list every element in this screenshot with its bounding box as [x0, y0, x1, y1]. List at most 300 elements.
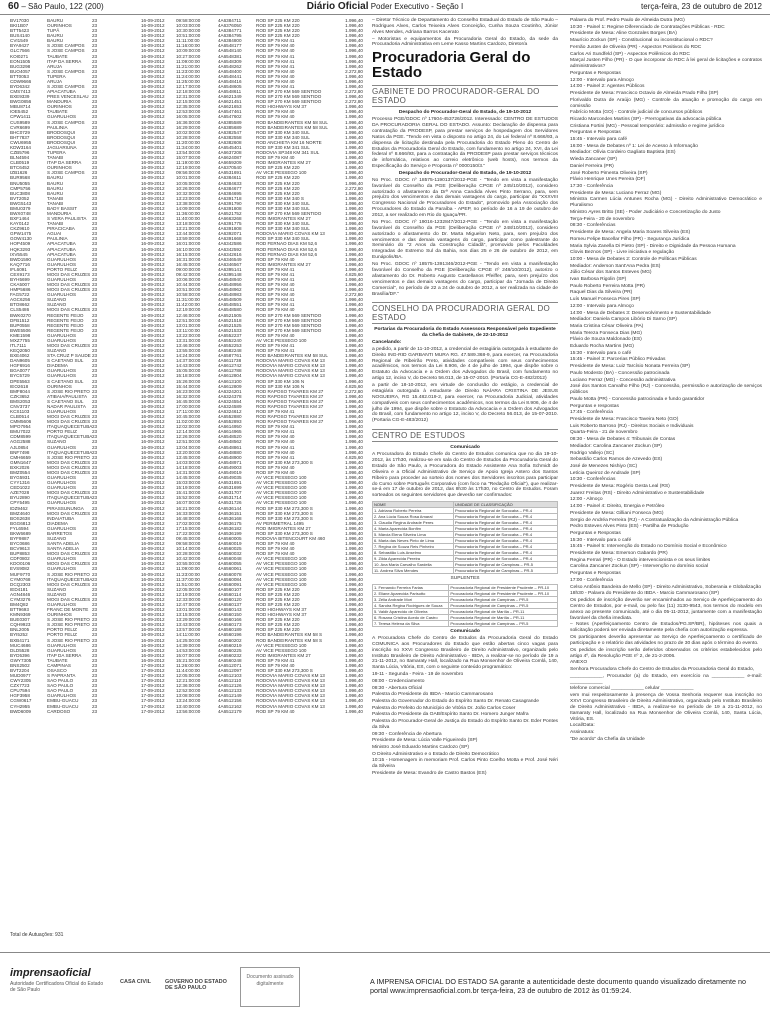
- table-cell: AJL0854: [10, 444, 29, 450]
- table-cell: BTT9693: [10, 607, 29, 613]
- table-cell: 1.996,40: [345, 688, 363, 694]
- table-cell: 11:20:00:00: [176, 139, 200, 145]
- table-cell: 16-09-2012: [141, 627, 165, 633]
- table-cell: CMH6659: [10, 454, 31, 460]
- table-cell: 23: [92, 551, 98, 557]
- table-cell: CVI1549: [10, 38, 28, 44]
- table-cell: 23: [92, 358, 98, 364]
- table-cell: 12:52:00:00: [176, 688, 201, 694]
- table-cell: KMN9369: [10, 612, 31, 618]
- table-cell: 23: [92, 231, 98, 237]
- table-cell: IED4181: [10, 586, 28, 592]
- table-cell: ITAP DA SERRA: [47, 160, 82, 166]
- table-cell: 23: [92, 266, 98, 272]
- table-cell: 16-09-2012: [141, 276, 165, 282]
- table-cell: 16-09-2012: [141, 287, 165, 293]
- table-cell: 16-09-2012: [141, 150, 165, 156]
- table-cell: ROD BANDEIRANTES KM 58 S: [256, 637, 323, 643]
- table-cell: SUZANO: [47, 586, 67, 592]
- table-cell: CUS9589: [10, 119, 30, 125]
- table-cell: 14:43:00:00: [176, 363, 201, 369]
- table-cell: 1.996,40: [345, 368, 363, 374]
- table-cell: AV VICE PESSEGO 100: [256, 480, 307, 486]
- table-cell: 23: [92, 444, 98, 450]
- table-cell: 23: [92, 73, 98, 79]
- table-cell: AV VICE PESSEGO 100: [256, 647, 307, 653]
- programa-item: 17:00 - Conferência: [570, 577, 613, 583]
- imprensa-oficial-logo: imprensaoficial: [10, 967, 91, 979]
- table-cell: ROD RAPOSO TAVARES KM 27: [256, 414, 324, 420]
- table-cell: 23: [92, 490, 98, 496]
- table-cell: 16-09-2012: [141, 566, 165, 572]
- table-cell: 1.996,40: [345, 373, 363, 379]
- table-cell: 16:45:00:00: [176, 261, 201, 267]
- programa-item: 14:00 - Mesa de Debates 3: Desenvolvimento e Sustentabilidade: [570, 310, 711, 316]
- table-cell: CKZ9610: [10, 226, 30, 232]
- table-cell: RODOVIA MARIO COVAS KM 13: [256, 693, 325, 699]
- page-footer: [0, 952, 770, 1025]
- table-cell: 10:32:00:00: [176, 190, 201, 196]
- table-row: [373, 544, 558, 550]
- table-cell: 1.996,40: [345, 175, 363, 181]
- table-cell: BAURU: [47, 175, 64, 181]
- table-cell: 1.996,40: [345, 439, 363, 445]
- table-cell: GUARULHOS: [47, 566, 77, 572]
- programa-list: [372, 672, 558, 777]
- table-cell: 23: [92, 307, 98, 313]
- table-cell: 1.996,40: [345, 490, 363, 496]
- table-cell: CYM0768: [10, 576, 31, 582]
- programa-item: Flávio de Souza Maldonado (ES): [570, 337, 642, 343]
- table-cell: ROD SP 225 KM 220: [256, 180, 300, 186]
- table-cell: 23: [92, 571, 98, 577]
- table-cell: BGA0077: [10, 368, 30, 374]
- table-cell: 10:58:00:00: [176, 292, 201, 298]
- table-cell: 16-09-2012: [141, 155, 165, 161]
- table-cell: Procuradoria Regional de Sorocaba – PR-4: [453, 544, 557, 550]
- table-cell: DCQ2303: [10, 581, 31, 587]
- table-cell: ROD BANDEIRANTES KM 58 SUL: [256, 353, 328, 359]
- table-cell: ROD SP 225 KM 220: [256, 28, 300, 34]
- table-cell: 16-09-2012: [141, 68, 165, 74]
- table-cell: 4A6547602: [218, 114, 242, 120]
- table-cell: Procuradoria Regional de Presidente Prudente – PR-10: [449, 585, 558, 591]
- table-row: [373, 562, 558, 568]
- table-cell: GUARULHOS: [47, 556, 77, 562]
- table-cell: 4A6512110: [218, 678, 242, 684]
- programa-item: 15:45 - Painel 3: Parcerias Público Privadas: [570, 357, 666, 363]
- table-cell: ROD SP 330 KM 340 SUL: [256, 134, 310, 140]
- table-cell: 23: [92, 332, 98, 338]
- intro-text: – Motoristas e equipamentos da Procuradoria Geral do Estado, da sede da Procuradoria Administrativa em Leme Kasso Martins Cardozo, Diretor/a: [372, 36, 558, 48]
- table-cell: GUARULHOS: [47, 485, 77, 491]
- table-cell: CWU6955: [10, 139, 32, 145]
- table-cell: 15:26:00:00: [176, 378, 201, 384]
- table-cell: MOGI DAS CRUZES: [47, 490, 91, 496]
- table-row: [373, 556, 558, 562]
- programa-item: Raquel Dias da Silveira (PR): [570, 290, 633, 296]
- table-cell: GUARULHOS: [47, 409, 77, 415]
- table-cell: BUO4057: [10, 68, 31, 74]
- table-cell: SUZANO: [47, 439, 67, 445]
- table-cell: ROD SP 270 KM 569 SENTIDO: [256, 317, 322, 323]
- table-cell: 16-09-2012: [141, 48, 165, 54]
- table-cell: 23: [92, 261, 98, 267]
- table-cell: ROD BANDEIRANTES KM 58 SUL: [256, 119, 328, 125]
- table-cell: KAY0142: [10, 221, 30, 227]
- table-cell: PORTO FELIZ: [47, 266, 77, 272]
- table-cell: 10:45:00:00: [176, 414, 201, 420]
- table-cell: AV VICE PESSEGO 100: [256, 576, 307, 582]
- table-cell: ROD BANDEIRANTES KM 58 SUL: [256, 124, 328, 130]
- table-cell: 16-09-2012: [141, 170, 165, 176]
- programa-item: – Notes (Aperfeiçoamento Centro de Estudos/PG.SP/BR), hipóteses nos quais a solicitação poderá ser enviada diretamente pela chefia com autorização expressa.: [570, 622, 762, 634]
- table-cell: 4A6612788: [218, 368, 242, 374]
- table-cell: RODOVIA MARIO COVAS KM 13: [256, 368, 325, 374]
- table-cell: 4A6548177: [218, 43, 242, 49]
- table-cell: ROD SP 330 KM 340 SUL: [256, 205, 310, 211]
- table-cell: 23: [92, 368, 98, 374]
- table-cell: CLS5486: [10, 307, 30, 313]
- table-cell: RODOVIA MARIO COVAS KM 13: [256, 683, 325, 689]
- table-cell: 1.996,40: [345, 414, 363, 420]
- table-cell: 09:00:00:00: [176, 266, 201, 272]
- table-cell: 4A6548880: [218, 449, 242, 455]
- table-cell: ROD SP 79 KM 41: [256, 58, 295, 64]
- table-cell: 23: [92, 622, 98, 628]
- table-cell: 4A6621349: [218, 94, 242, 100]
- table-cell: 1.996,40: [345, 124, 363, 130]
- table-cell: AV VICE PESSEGO 100: [256, 500, 307, 506]
- table-cell: 16-09-2012: [141, 63, 165, 69]
- table-cell: 16-09-2012: [141, 424, 165, 430]
- table-cell: 16-09-2012: [141, 114, 165, 120]
- column-procuradoria: [372, 18, 558, 918]
- table-cell: AV VICE PESSEGO 100: [256, 642, 307, 648]
- table-cell: BAURU: [47, 185, 64, 191]
- table-cell: 16-09-2012: [141, 144, 165, 150]
- table-cell: 1.996,40: [345, 500, 363, 506]
- table-cell: DIADEMA: [47, 363, 68, 369]
- table-cell: 4A6548562: [218, 439, 242, 445]
- portaria-subtitle: Cancelando:: [372, 340, 402, 346]
- autuacoes-total: Total de Autuações: 931: [10, 932, 64, 938]
- table-cell: 1.996,40: [345, 393, 363, 399]
- table-cell: S JOSE CAMPOS: [47, 48, 85, 54]
- table-cell: ITAQUAQUECETUBA: [47, 576, 93, 582]
- table-cell: 1.996,40: [345, 647, 363, 653]
- table-cell: 1.996,40: [345, 170, 363, 176]
- table-cell: FRANC DE MONTE: [47, 607, 89, 613]
- table-cell: MOGI DAS CRUZES: [47, 282, 91, 288]
- table-cell: 16-09-2012: [141, 541, 165, 547]
- table-row: [373, 550, 558, 556]
- table-cell: 16-09-2012: [141, 327, 165, 333]
- programa-item: Florivaldo Dutra de Araújo (MG) - Controle da atuação e promoção do cargo em comissão: [570, 97, 762, 109]
- publication-title: Diário Oficial Poder Executivo - Seção I: [306, 1, 464, 12]
- programa-item: Luis Roberto Barroso (RJ) - Direitos Sociais e Individuais: [570, 423, 694, 429]
- table-cell: 4A6395141: [218, 266, 242, 272]
- table-cell: 4A6614950: [218, 424, 242, 430]
- table-cell: ROD SP 79 KM 40: [256, 68, 295, 74]
- programa-item: Perguntas e Respostas: [570, 571, 621, 577]
- table-cell: 23: [92, 317, 98, 323]
- table-cell: 23: [92, 302, 98, 308]
- programa-item: Luciano Ferraz (MG) - Concessão administrativa: [570, 377, 676, 383]
- table-cell: ROD FERNAO DIAS KM 52,6: [256, 251, 318, 257]
- table-cell: 16:23:00:00: [176, 388, 201, 394]
- table-cell: 16-09-2012: [141, 322, 165, 328]
- table-cell: 09:56:00:00: [176, 170, 201, 176]
- table-cell: 4A6560061: [218, 566, 242, 572]
- table-cell: 16:29:00:00: [176, 124, 201, 130]
- table-cell: 23: [92, 419, 98, 425]
- table-cell: BYA9427: [10, 43, 30, 49]
- table-cell: ROD SP 225 KM 220: [256, 23, 300, 29]
- table-cell: 1.996,40: [345, 327, 363, 333]
- table-cell: 1.996,40: [345, 510, 363, 516]
- table-cell: 16-09-2012: [141, 246, 165, 252]
- table-cell: 17:11:00:00: [176, 409, 200, 415]
- table-cell: 16-09-2012: [141, 53, 165, 59]
- table-cell: 1.996,40: [345, 662, 363, 668]
- table-cell: 2.272,80: [345, 68, 363, 74]
- table-cell: 16-09-2012: [141, 475, 165, 481]
- programa-item: 10:30 - Painel 1: Regime Diferenciado de Contratações Públicas - RDC: [570, 24, 725, 30]
- table-cell: 4A6342616: [218, 251, 242, 257]
- table-cell: 4A6391668: [218, 236, 242, 242]
- table-cell: 4A6560048: [218, 556, 242, 562]
- table-cell: 23: [92, 449, 98, 455]
- table-header: NOME: [373, 502, 454, 508]
- table-cell: CGW0617: [10, 698, 32, 704]
- table-cell: 13:01:00:00: [176, 607, 201, 613]
- table-cell: MOGI DAS CRUZES: [47, 510, 91, 516]
- table-cell: 23: [92, 139, 98, 145]
- programa-item: Presidente de Mesa: Gilliani Fonseca (MG): [570, 510, 664, 516]
- table-cell: 16-09-2012: [141, 28, 165, 34]
- table-cell: ROD SP 79 KM 41: [256, 84, 295, 90]
- table-cell: 4A6521505: [218, 312, 242, 318]
- table-cell: DPE5563: [10, 378, 30, 384]
- table-cell: BTT0053: [10, 73, 29, 79]
- table-cell: 12:05:00:00: [176, 673, 201, 679]
- table-cell: 23: [92, 520, 98, 526]
- table-cell: 4A6614965: [218, 429, 242, 435]
- table-cell: 4A6560055: [218, 561, 242, 567]
- table-cell: 4A6512149: [218, 693, 242, 699]
- table-cell: APIACATUBA: [47, 241, 76, 247]
- table-cell: 4A6384795: [218, 33, 242, 39]
- table-cell: 1.996,40: [345, 348, 363, 354]
- programa-item: 16:00 - Mesa de Debates nº 1: Lei de Acesso à Informação: [570, 143, 698, 149]
- table-cell: 1.996,40: [345, 190, 363, 196]
- table-cell: BAURU: [47, 33, 64, 39]
- table-cell: 13:45:00:00: [176, 454, 201, 460]
- table-cell: 4A6549019: [218, 469, 242, 475]
- table-cell: 12:26:00:00: [176, 434, 201, 440]
- table-cell: 2.272,80: [345, 185, 363, 191]
- programa-item: 15:30 - Intervalo para o café: [570, 350, 632, 356]
- table-cell: 23: [92, 429, 98, 435]
- programa-item: Mediador: Anderson Sant'Ana Pedra (ES): [570, 263, 661, 269]
- table-cell: 4A6548262: [218, 63, 242, 69]
- table-cell: CAMPINAS: [47, 662, 71, 668]
- table-cell: SAO PAULO: [47, 688, 74, 694]
- table-cell: 4A6560107: [218, 586, 242, 592]
- table-cell: 16-09-2012: [141, 652, 165, 658]
- programa-item: Os pedidos de inscrição serão deferidos observados os critérios estabelecidos pelo artigo 4º, da Resolução PGE nº 2, de 21-2-2006.: [570, 647, 762, 659]
- table-cell: 16-09-2012: [141, 581, 165, 587]
- table-cell: 16:31:00:00: [176, 256, 201, 262]
- table-cell: 4A6560091: [218, 581, 242, 587]
- table-cell: ROD IMIGRANTES KM 27: [256, 652, 311, 658]
- table-cell: 23: [92, 647, 98, 653]
- table-cell: 4A6548900: [218, 454, 242, 460]
- table-cell: 17-09-2012: [141, 673, 165, 679]
- table-cell: 23: [92, 327, 98, 333]
- table-cell: BXF1464: [10, 216, 30, 222]
- table-cell: 13:04:00:00: [176, 444, 201, 450]
- table-cell: 16-09-2012: [141, 368, 165, 374]
- table-cell: 16-09-2012: [141, 551, 165, 557]
- table-cell: 1.996,40: [345, 642, 363, 648]
- table-cell: 4A6560189: [218, 627, 242, 633]
- table-cell: 4A6342592: [218, 246, 242, 252]
- table-cell: 1.996,40: [345, 317, 363, 323]
- table-cell: ARUJA: [47, 78, 63, 84]
- table-cell: 1.996,40: [345, 673, 363, 679]
- table-cell: BTT5423: [10, 28, 29, 34]
- table-cell: 16-09-2012: [141, 200, 165, 206]
- table-cell: MOGI DAS CRUZES: [47, 307, 91, 313]
- table-cell: 4A6385589: [218, 119, 242, 125]
- table-cell: 1.996,40: [345, 515, 363, 521]
- table-cell: 10:44:00:00: [176, 282, 201, 288]
- table-cell: FYL6594: [10, 525, 29, 531]
- table-cell: 11:25:00:00: [176, 78, 200, 84]
- table-cell: GUARULHOS: [47, 601, 77, 607]
- programa-item: 08:30 - Mesa de Debates 4: Tribunais de Contas: [570, 437, 676, 443]
- table-cell: 1.996,40: [345, 276, 363, 282]
- table-cell: 4A6560150: [218, 612, 242, 618]
- table-cell: ROD RAPOSO TAVARES KM 27: [256, 419, 324, 425]
- table-cell: 15:41:00:00: [176, 490, 201, 496]
- table-cell: AV VICE PESSEGO 100: [256, 566, 307, 572]
- table-cell: IEO2618: [10, 383, 29, 389]
- table-cell: 17-09-2012: [141, 688, 165, 694]
- table-cell: 1.996,40: [345, 307, 363, 313]
- table-cell: BRODOSQUI: [47, 129, 76, 135]
- table-cell: GUARULHOS: [47, 261, 77, 267]
- table-cell: MXZ7755: [10, 337, 30, 343]
- table-cell: Procuradoria Regional de Campinas – PR-5: [453, 562, 557, 568]
- table-cell: 16:36:00:00: [176, 119, 201, 125]
- table-cell: ROD SP 330 KM 340 SUL: [256, 236, 310, 242]
- table-cell: 1.996,40: [345, 33, 363, 39]
- column-programa: [570, 18, 762, 913]
- table-cell: ROD ANCHIETA KM 16 NORTE: [256, 139, 322, 145]
- table-cell: 1.996,40: [345, 591, 363, 597]
- table-cell: 4.825,60: [345, 454, 363, 460]
- table-cell: REGENTE FEIJO: [47, 317, 84, 323]
- table-cell: 1.996,40: [345, 698, 363, 704]
- table-cell: 23: [92, 627, 98, 633]
- table-cell: ROD SP 79 KM 40: [256, 708, 295, 714]
- table-cell: 11:51:00:00: [176, 581, 200, 587]
- table-cell: 10:30:00:00: [176, 28, 201, 34]
- table-cell: 23: [92, 591, 98, 597]
- table-cell: GUARULHOS: [47, 444, 77, 450]
- table-cell: MOGI DAS CRUZES: [47, 271, 91, 277]
- table-cell: 2. Ana Lúcia Souza Rosa Amaral: [373, 514, 454, 520]
- table-cell: 1.996,40: [345, 449, 363, 455]
- table-cell: GUARULHOS: [47, 480, 77, 486]
- table-cell: 10:14:00:00: [176, 546, 201, 552]
- programa-item: vem mui respeitosamente à presença de Vossa Senhoria requerer sua inscrição no XXVI Congresso Brasileiro de Direito Administrativo, organizado pelo Instituto Brasileiro de Direito Administrativo - IBDA, a realizar-se no período de 19 a 21-11-2012, no Itamaraty Hall, localizado na Rua Monsenhor de Oliveira Comlá, 140, Santa Lúcia, Vitória, ES.: [570, 692, 762, 722]
- table-cell: 16-09-2012: [141, 241, 165, 247]
- table-cell: 4A6612742: [218, 363, 242, 369]
- table-cell: 4A6560137: [218, 601, 242, 607]
- table-cell: 23: [92, 165, 98, 171]
- table-cell: 23: [92, 393, 98, 399]
- table-cell: 23: [92, 662, 98, 668]
- table-cell: 13:43:00:00: [176, 622, 201, 628]
- table-cell: BMU7022: [10, 429, 31, 435]
- programa-item: Presidente de Mesa: Emerson Gabardo (PR): [570, 551, 668, 557]
- table-cell: EMBU-GUACU: [47, 698, 79, 704]
- table-cell: S JOSE RIO PRETO: [47, 571, 90, 577]
- table-cell: 4A6531699: [218, 485, 242, 491]
- programa-item: Letícia Queiroz de Andrade (SP): [570, 470, 641, 476]
- table-cell: 13:23:00:00: [176, 195, 201, 201]
- table-cell: EMBU-GUACU: [47, 703, 79, 709]
- table-cell: 1.996,40: [345, 683, 363, 689]
- table-cell: BARRETOS: [47, 530, 73, 536]
- table-cell: 15:03:00:00: [176, 480, 201, 486]
- table-cell: ROD SP 330 KM 273,300 S: [256, 505, 313, 511]
- table-cell: 16-09-2012: [141, 546, 165, 552]
- table-cell: Procuradoria Regional de Marília – PR-11: [449, 609, 558, 615]
- table-cell: 23: [92, 642, 98, 648]
- table-cell: 4A6342586: [218, 241, 242, 247]
- table-cell: 4A6611738: [218, 358, 242, 364]
- table-cell: GUARULHOS: [47, 475, 77, 481]
- table-cell: RODOVIA MARIO COVAS KM 13: [256, 673, 325, 679]
- table-cell: ROD SP 79 KM 41: [256, 266, 295, 272]
- table-cell: MOGI DAS CRUZES: [47, 459, 91, 465]
- table-cell: 2.272,80: [345, 388, 363, 394]
- table-cell: 11:37:00:00: [176, 576, 200, 582]
- table-cell: REGENTE FEIJO: [47, 312, 84, 318]
- table-cell: GUARULHOS: [47, 337, 77, 343]
- table-cell: 4A6552237: [218, 332, 242, 338]
- table-cell: 23: [92, 510, 98, 516]
- table-cell: 13:18:00:00: [176, 221, 201, 227]
- autuacoes-table: [10, 18, 365, 930]
- table-cell: S VERA PAULISTA: [47, 216, 87, 222]
- table-cell: CMM5606: [10, 419, 32, 425]
- table-cell: ROD SP 79 KM 40: [256, 662, 295, 668]
- table-cell: 16:10:00:00: [176, 246, 201, 252]
- table-cell: 23: [92, 673, 98, 679]
- programa-item: Assinatura:: [570, 729, 595, 735]
- table-cell: 5. Valdir Aparecido de Oliveira: [373, 609, 449, 615]
- table-cell: BKW6689: [10, 530, 31, 536]
- table-cell: 16-09-2012: [141, 73, 165, 79]
- table-cell: 16-09-2012: [141, 647, 165, 653]
- table-cell: AZE7028: [10, 490, 30, 496]
